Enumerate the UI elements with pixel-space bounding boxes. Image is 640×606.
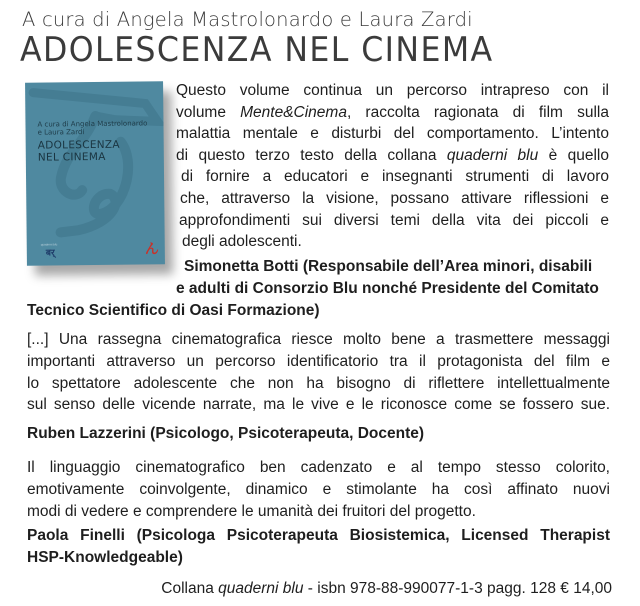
- intro-paragraph: Questo volume continua un percorso intrapreso con il volume Mente&Cinema, raccolta ragionata di film sulla malattia mentale e disturbi del comportamento. L’intento di questo terzo testo della collana quaderni blu è quello di fornire a educatori e insegnanti strumenti di lavoro che, attraverso la visione, possano attivare riflessioni e approfondimenti sui diversi temi della vita dei piccoli e degli adolescenti.: [176, 82, 609, 251]
- book-title: ADOLESCENZA NEL CINEMA: [20, 30, 494, 70]
- series-logo-icon: बर्: [45, 247, 55, 258]
- review3-quote: Il linguaggio cinematografico ben cadenzato e al tempo stesso colorito, emotivamente coinvolgente, dinamico e stimolante ha così affinato nuovi modi di vedere e comprendere le umanità dei fruitori del progetto.: [27, 459, 610, 520]
- cover-series-label: quaderni blu: [40, 242, 58, 247]
- review2-author: Ruben Lazzerini (Psicologo, Psicoterapeuta, Docente): [27, 425, 425, 442]
- publisher-logo-icon: ん: [144, 240, 159, 257]
- book-cover: [25, 81, 165, 265]
- review1-attribution-line3: Tecnico Scientifico di Oasi Formazione): [27, 302, 320, 319]
- review1-attribution-line2: e adulti di Consorzio Blu nonché Presidente del Comitato: [176, 280, 599, 297]
- review1-attribution-line1: Simonetta Botti (Responsabile dell’Area minori, disabili: [184, 258, 593, 275]
- cover-authors: A cura di Angela Mastrolonardo e Laura Zardi: [37, 119, 148, 137]
- book-details-footer: Collana quaderni blu - isbn 978-88-990077-1-3 pagg. 128 € 14,00: [161, 580, 612, 597]
- review3-author: Paola Finelli (Psicologa Psicoterapeuta Biosistemica, Licensed Therapist HSP-Knowledgeable): [27, 527, 610, 566]
- editors-subtitle: A cura di Angela Mastrolonardo e Laura Zardi: [22, 8, 473, 31]
- review2-quote: [...] Una rassegna cinematografica riesce molto bene a trasmettere messaggi importanti attraverso un percorso identificatorio tra il protagonista del film e lo spettatore adolescente che non ha bisogno di riflettere intellettualmente sul senso delle vicende narrate, ma le vive e le riconosce come se fossero sue.: [27, 331, 610, 414]
- series-name: quaderni blu: [218, 580, 304, 597]
- cover-title: ADOLESCENZA NEL CINEMA: [37, 138, 120, 164]
